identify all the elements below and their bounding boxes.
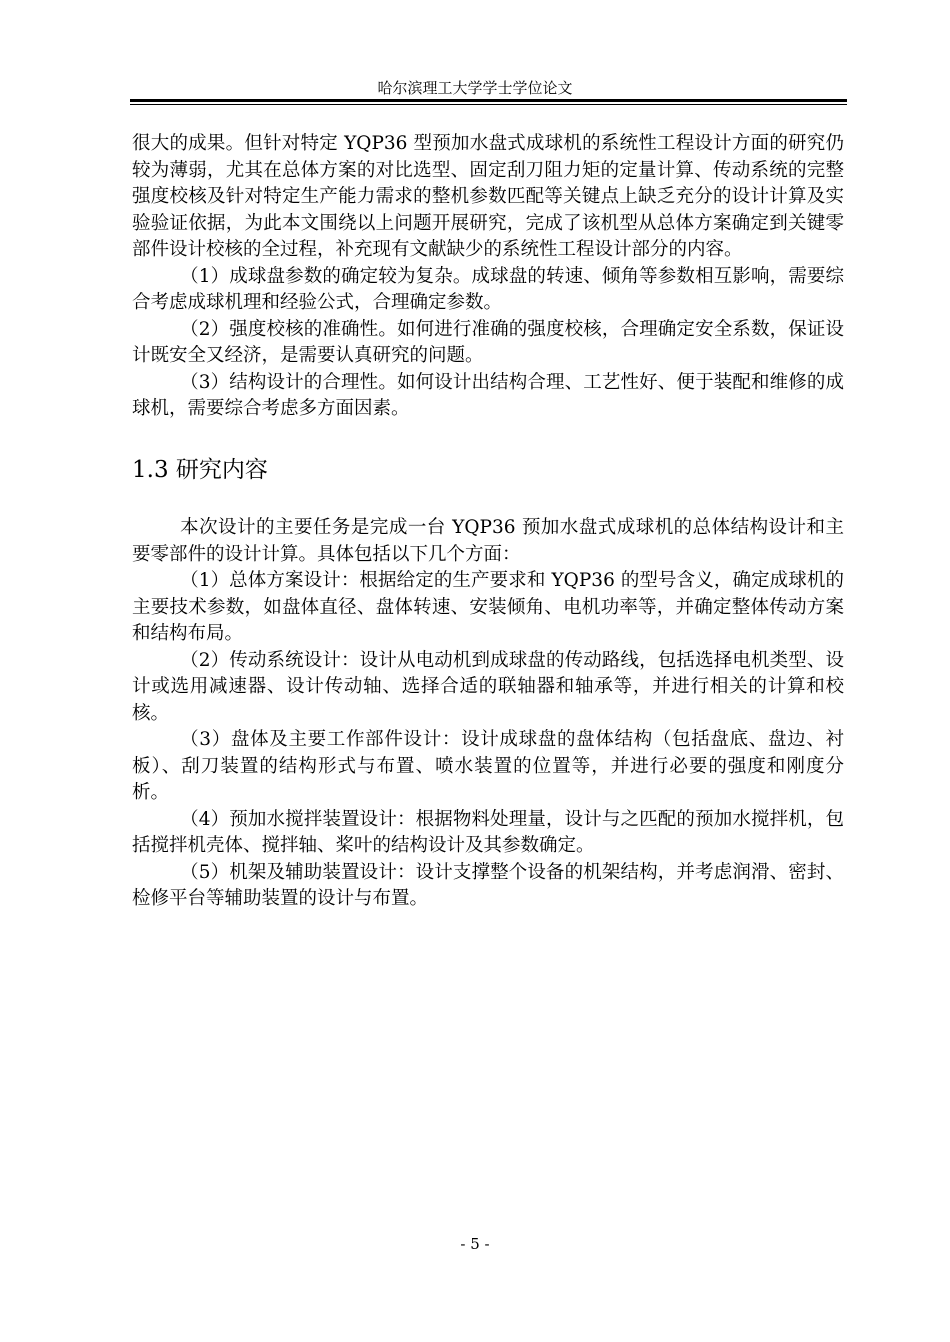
section-continuation xyxy=(132,131,844,423)
paragraph: （2）传动系统设计：设计从电动机到成球盘的传动路线，包括选择电机类型、设计或选用减速器、设计传动轴、选择合适的联轴器和轴承等，并进行相关的计算和校核。 xyxy=(132,649,844,724)
paragraph: （1）总体方案设计：根据给定的生产要求和 YQP36 的型号含义，确定成球机的主要技术参数，如盘体直径、盘体转速、安装倾角、电机功率等，并确定整体传动方案和结构布局。 xyxy=(132,570,844,644)
page-number: - 5 - xyxy=(460,1235,490,1253)
header-title: 哈尔滨理工大学学士学位论文 xyxy=(377,79,573,97)
section-research-content xyxy=(132,515,844,913)
paragraph: （4）预加水搅拌装置设计：根据物料处理量，设计与之匹配的预加水搅拌机，包括搅拌机壳体、搅拌轴、桨叶的结构设计及其参数确定。 xyxy=(132,808,844,856)
paragraph: （3）盘体及主要工作部件设计：设计成球盘的盘体结构（包括盘底、盘边、衬板）、刮刀装置的结构形式与布置、喷水装置的位置等，并进行必要的强度和刚度分析。 xyxy=(132,729,844,803)
paragraph: （1）成球盘参数的确定较为复杂。成球盘的转速、倾角等参数相互影响，需要综合考虑成球机理和经验公式，合理确定参数。 xyxy=(132,265,844,313)
paragraph: 很大的成果。但针对特定 YQP36 型预加水盘式成球机的系统性工程设计方面的研究仍较为薄弱，尤其在总体方案的对比选型、固定刮刀阻力矩的定量计算、传动系统的完整强度校核及针对特定生产能力需求的整机参数匹配等关键点上缺乏充分的设计计算及实验验证依据，为此本文围绕以上问题开展研究，完成了该机型从总体方案确定到关键零部件设计校核的全过程，补充现有文献缺少的系统性工程设计部分的内容。 xyxy=(132,133,844,260)
paragraph: 本次设计的主要任务是完成一台 YQP36 预加水盘式成球机的总体结构设计和主要零部件的设计计算。具体包括以下几个方面： xyxy=(132,517,844,565)
paragraph: （5）机架及辅助装置设计：设计支撑整个设备的机架结构，并考虑润滑、密封、检修平台等辅助装置的设计与布置。 xyxy=(132,861,844,909)
header-rule-thick xyxy=(130,99,847,102)
paragraph: （2）强度校核的准确性。如何进行准确的强度校核，合理确定安全系数，保证设计既安全又经济，是需要认真研究的问题。 xyxy=(132,318,844,366)
paragraph: （3）结构设计的合理性。如何设计出结构合理、工艺性好、便于装配和维修的成球机，需要综合考虑多方面因素。 xyxy=(132,371,844,419)
section-heading: 1.3 研究内容 xyxy=(132,457,268,483)
header-rule-thin xyxy=(130,104,847,105)
